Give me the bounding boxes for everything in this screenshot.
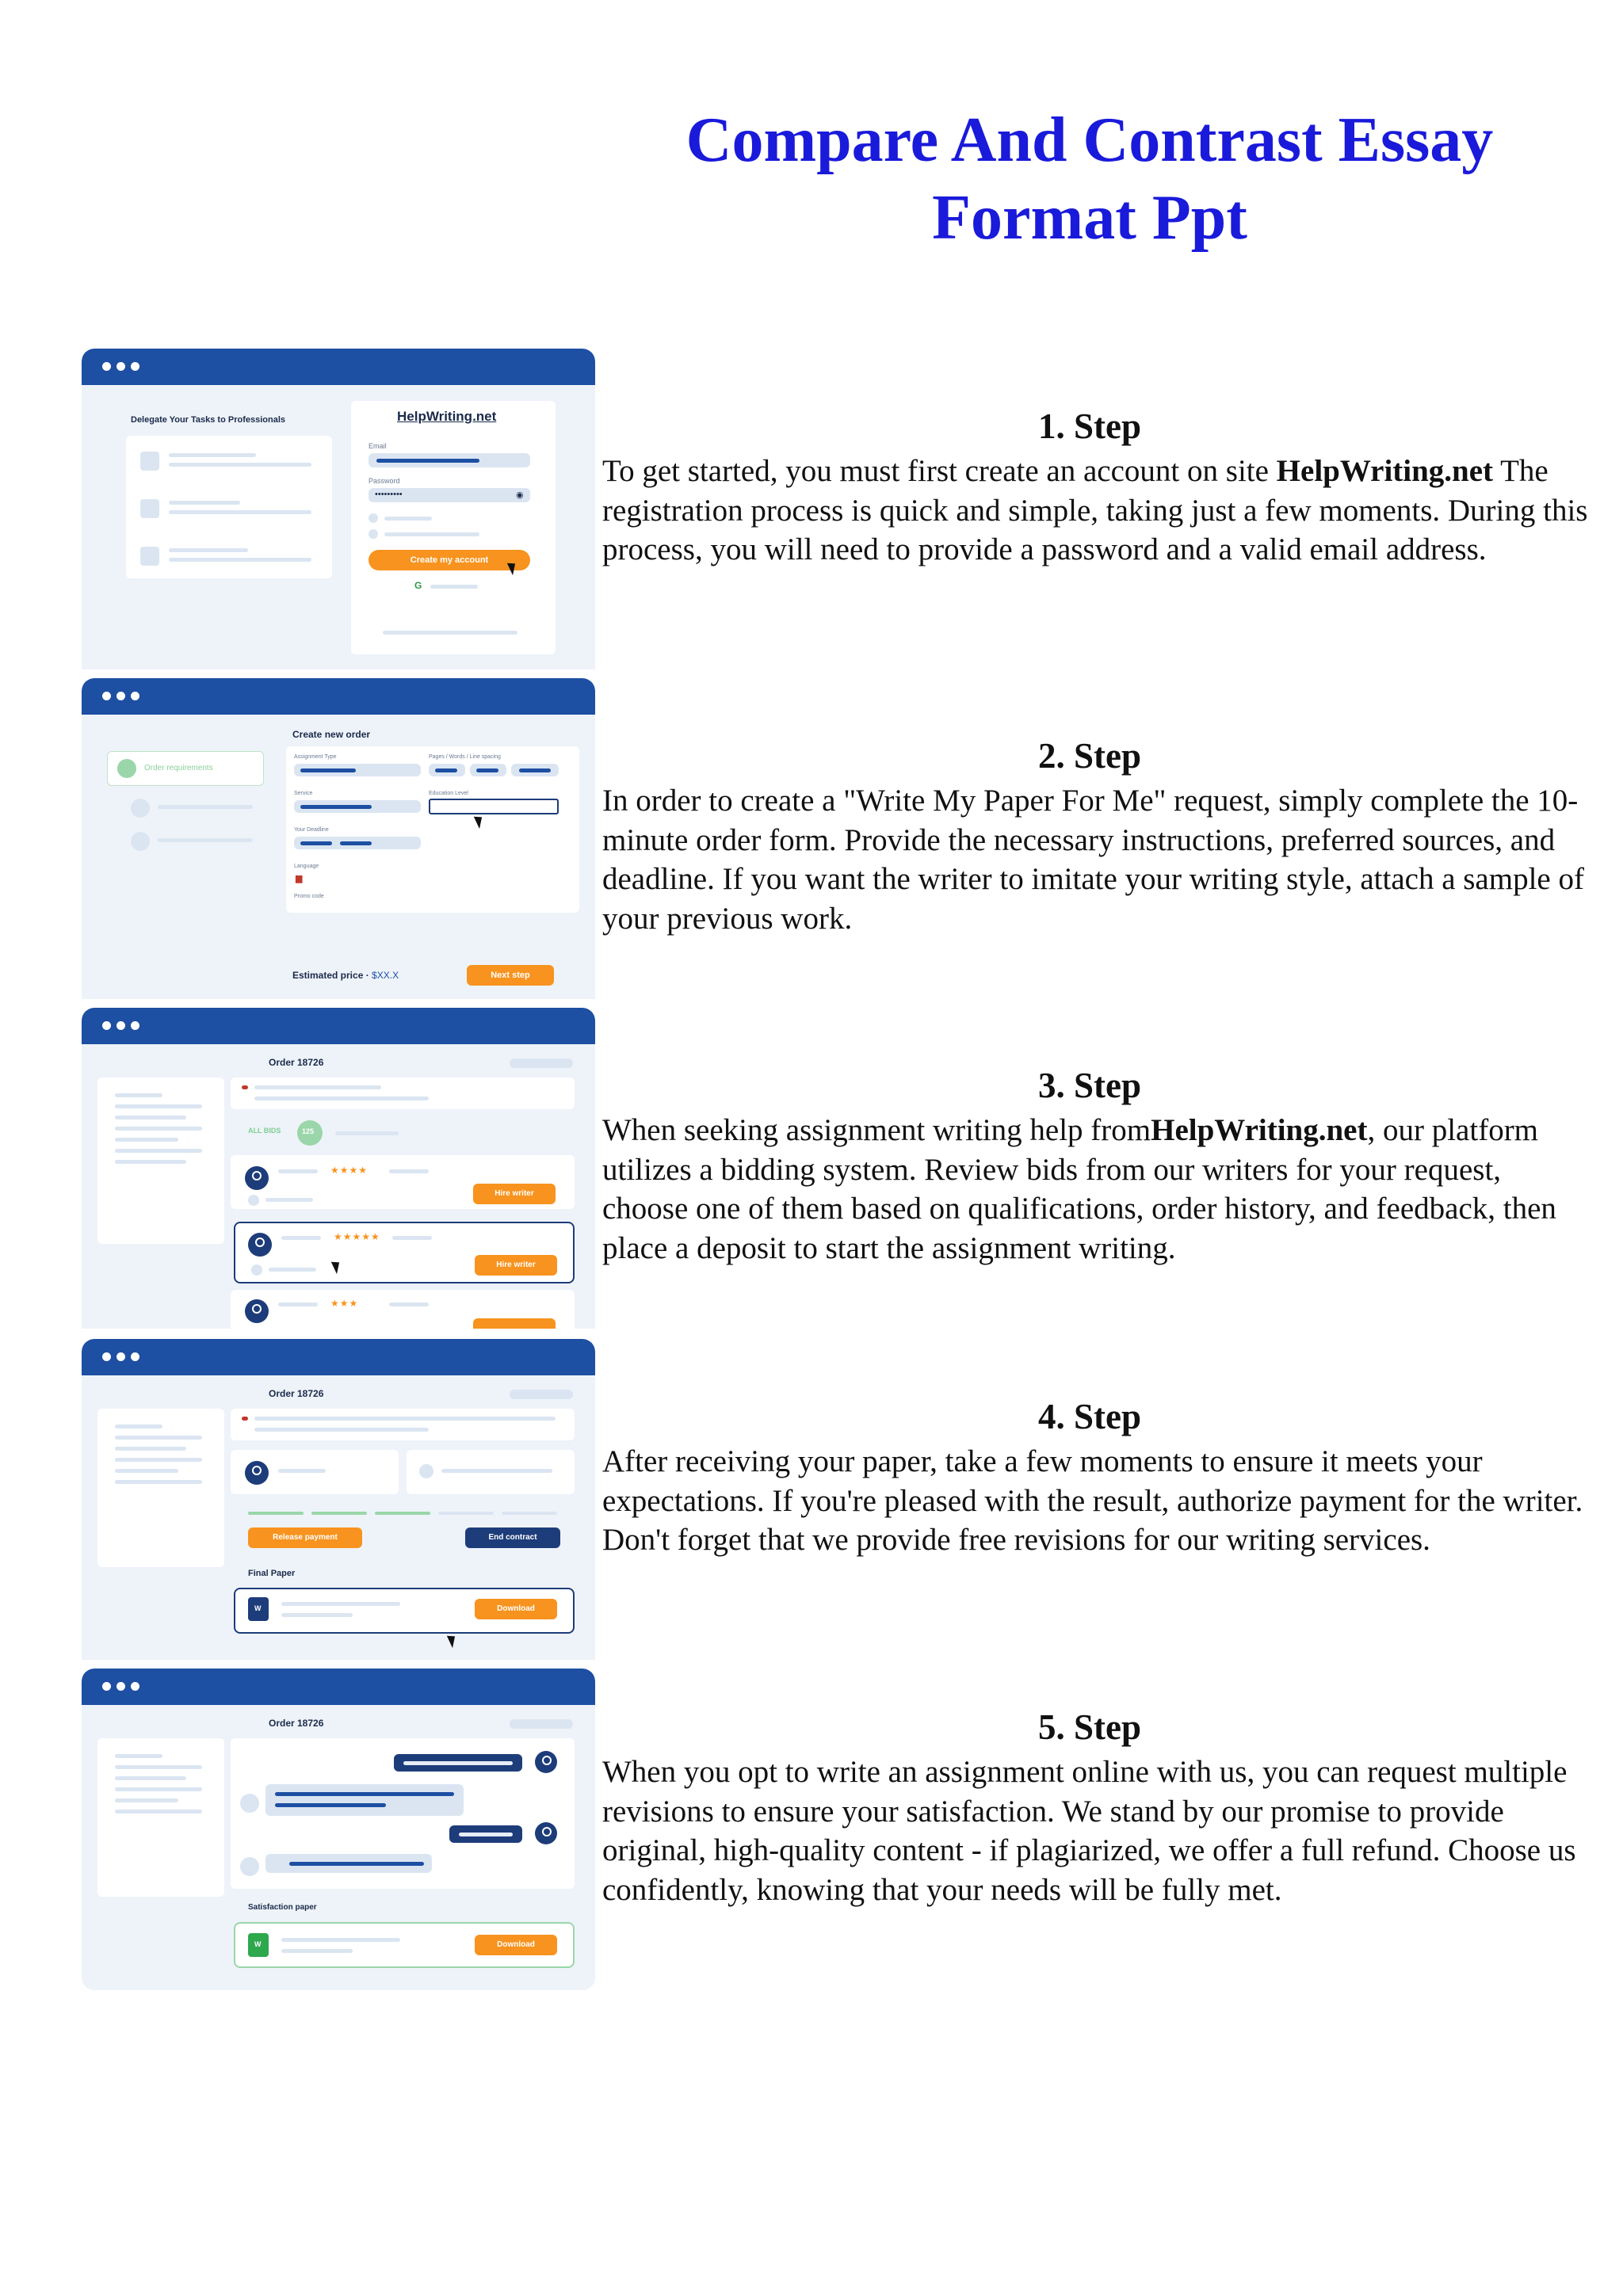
cursor-icon (474, 814, 486, 829)
chat-bubble-outgoing (449, 1825, 522, 1843)
step-5-heading: 5. Step (1037, 1707, 1141, 1747)
rating-stars: ★★★ (330, 1298, 359, 1309)
checkbox-icon[interactable] (369, 529, 378, 539)
writer-avatar (245, 1461, 269, 1485)
education-level-select[interactable] (429, 799, 559, 814)
writer-avatar (240, 1857, 259, 1876)
hire-writer-button[interactable]: Hire writer (475, 1255, 557, 1276)
step-1-screenshot (82, 349, 595, 669)
order-sidebar (97, 1738, 224, 1897)
deadline-picker[interactable] (294, 837, 421, 849)
chat-bubble-outgoing (394, 1754, 522, 1772)
step-2-heading: 2. Step (1037, 736, 1141, 776)
step-3-brand: HelpWriting.net (1151, 1113, 1368, 1147)
window-dot-icon (131, 692, 139, 700)
step-4-heading: 4. Step (1037, 1397, 1141, 1436)
window-dot-icon (102, 1021, 111, 1030)
step-4-text: After receiving your paper, take a few moments to ensure it meets your expectations. If you're pleased with the result, authorize payment for the writer. Don't forget that we provide free revisions for our writing services. (602, 1444, 1583, 1557)
window-dot-icon (102, 1352, 111, 1361)
order-sidebar (97, 1409, 224, 1567)
window-dot-icon (116, 1352, 125, 1361)
create-order-heading: Create new order (292, 729, 371, 740)
hire-writer-button[interactable]: Hire writer (473, 1184, 556, 1204)
order-sidebar (97, 740, 264, 851)
order-title: Order 18726 (269, 1057, 324, 1068)
step-1-heading: 1. Step (1037, 406, 1141, 446)
user-avatar (535, 1822, 557, 1844)
window-dot-icon (116, 1021, 125, 1030)
page-title-line-2: Format Ppt (932, 183, 1247, 253)
chat-bubble-attachment (265, 1854, 432, 1873)
user-avatar (535, 1751, 557, 1773)
download-button[interactable]: Download (475, 1599, 557, 1619)
window-dot-icon (116, 692, 125, 700)
order-title: Order 18726 (269, 1388, 324, 1399)
pages-stepper[interactable] (429, 764, 465, 776)
email-field[interactable] (369, 453, 530, 467)
feature-icon (140, 499, 159, 518)
cursor-icon (331, 1259, 343, 1274)
window-dot-icon (131, 1682, 139, 1691)
sidebar-item-order-requirements[interactable]: Order requirements (107, 751, 264, 786)
cursor-icon (447, 1633, 459, 1648)
order-form: Assignment Type Pages / Words / Line spacing Service Education Level Your Deadline Language ▆ Promo code (286, 746, 579, 913)
order-summary (231, 1409, 575, 1440)
window-bar (82, 1339, 595, 1375)
download-button[interactable]: Download (475, 1935, 557, 1955)
page-title-line-1: Compare And Contrast Essay (685, 105, 1494, 175)
rating-stars: ★★★★ (330, 1165, 369, 1176)
google-icon[interactable]: G (414, 580, 422, 591)
step-4-screenshot (82, 1339, 595, 1660)
hire-writer-button-partial[interactable] (473, 1318, 556, 1329)
window-bar (82, 1008, 595, 1044)
bids-count-badge: 125 (297, 1120, 323, 1146)
estimated-price-label: Estimated price (292, 970, 364, 981)
window-bar (82, 678, 595, 715)
window-dot-icon (116, 362, 125, 371)
progress-segment (248, 1512, 304, 1515)
window-dot-icon (102, 1682, 111, 1691)
window-dot-icon (131, 362, 139, 371)
window-dot-icon (131, 1352, 139, 1361)
final-paper-label: Final Paper (248, 1569, 296, 1578)
next-step-button[interactable]: Next step (467, 965, 554, 986)
email-label: Email (369, 442, 387, 450)
spacing-stepper[interactable] (511, 764, 559, 776)
chat-bubble-incoming (265, 1784, 464, 1816)
window-dot-icon (102, 692, 111, 700)
step-1-brand: HelpWriting.net (1276, 454, 1494, 488)
all-bids-label: ALL BIDS (248, 1127, 281, 1135)
window-bar (82, 349, 595, 385)
release-payment-button[interactable]: Release payment (248, 1527, 362, 1548)
feature-list (126, 436, 332, 578)
password-label: Password (369, 477, 400, 485)
step-check-icon (117, 759, 136, 778)
feature-icon (140, 452, 159, 471)
bid-card (231, 1155, 575, 1209)
step-5-screenshot (82, 1669, 595, 1990)
writer-avatar (240, 1794, 259, 1813)
end-contract-button[interactable]: End contract (465, 1527, 560, 1548)
feature-icon (140, 547, 159, 566)
writer-card (231, 1450, 399, 1494)
password-value: ••••••••• (375, 490, 403, 499)
step-3-heading: 3. Step (1037, 1066, 1141, 1105)
step-3-text: When seeking assignment writing help fromHelpWriting.net, our platform utilizes a bidding system. Review bids from our writers for your request, choose one of them based on qualifications, order history, and feedback, then place a deposit to start the assignment writing. (602, 1113, 1556, 1265)
estimated-price-value: $XX.X (372, 970, 399, 981)
writer-avatar (245, 1299, 269, 1323)
password-field[interactable] (369, 488, 530, 502)
satisfaction-paper-row[interactable] (234, 1922, 575, 1968)
writer-avatar (245, 1166, 269, 1190)
final-paper-row[interactable] (234, 1588, 575, 1634)
signup-panel (351, 401, 556, 654)
window-dot-icon (116, 1682, 125, 1691)
bid-card (231, 1290, 575, 1329)
checkbox-icon[interactable] (369, 513, 378, 523)
progress-segment (375, 1512, 430, 1515)
chat-panel (231, 1738, 575, 1889)
progress-segment (311, 1512, 367, 1515)
window-bar (82, 1669, 595, 1705)
document-icon: W (248, 1933, 269, 1957)
satisfaction-paper-label: Satisfaction paper (248, 1903, 317, 1912)
assignment-type-select[interactable] (294, 764, 421, 776)
document-icon: W (248, 1597, 269, 1621)
us-flag-icon[interactable]: ▆ (296, 874, 303, 883)
words-stepper[interactable] (470, 764, 506, 776)
step-3-screenshot (82, 1008, 595, 1329)
create-account-button[interactable]: Create my account (369, 550, 530, 570)
order-sidebar (97, 1077, 224, 1244)
step-5-text: When you opt to write an assignment online with us, you can request multiple revisions to ensure your satisfaction. We stand by our promise to provide original, high-quality content - if plagiarized, we offer a full refund. Choose us confidently, knowing that your needs will be fully met. (602, 1755, 1576, 1907)
eye-icon[interactable]: ◉ (516, 490, 524, 500)
step-2-screenshot: Order requirements Create new order Assignment Type Pages / Words / Line spacing Service Education Level Your Deadline Language ▆ Promo code Estimated price · $XX.X Next step (82, 678, 595, 999)
service-select[interactable] (294, 800, 421, 813)
rating-stars: ★★★★★ (334, 1231, 380, 1242)
order-title: Order 18726 (269, 1718, 324, 1729)
page-title (602, 101, 1577, 257)
step-2-text: In order to create a "Write My Paper For Me" request, simply complete the 10-minute order form. Provide the necessary instructions, preferred sources, and deadline. If you want the writer to imitate your writing style, attach a sample of your previous work. (602, 784, 1584, 936)
messages-card (407, 1450, 575, 1494)
window-dot-icon (131, 1021, 139, 1030)
brand-logo: HelpWriting.net (397, 409, 497, 424)
bid-card-selected[interactable] (234, 1222, 575, 1283)
step-1-text: To get started, you must first create an account on site HelpWriting.net The registration process is quick and simple, taking just a few moments. During this process, you will need to provide a password and a valid email address. (602, 454, 1588, 566)
order-summary (231, 1077, 575, 1109)
window-dot-icon (102, 362, 111, 371)
delegate-heading: Delegate Your Tasks to Professionals (131, 415, 286, 425)
writer-avatar (248, 1233, 272, 1257)
